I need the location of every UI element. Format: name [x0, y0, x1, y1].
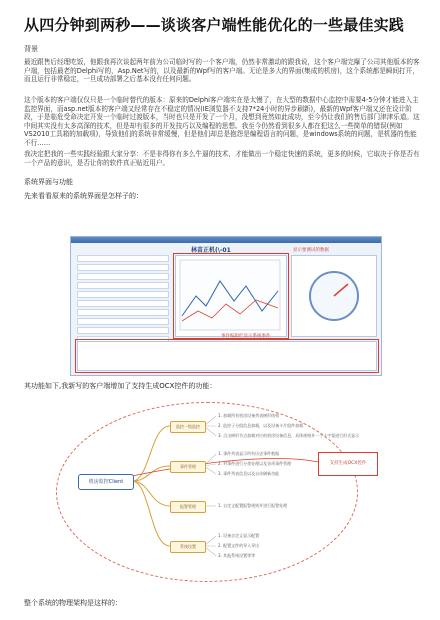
screenshot-window-title: 林苗正机(\-01: [191, 247, 231, 254]
leaf-item: 2. 对事件进行分类处理以及各项事件管理: [218, 461, 292, 466]
branch-monitor: 监控一级监控: [170, 421, 206, 433]
figure-2-intro: 其功能如下,我新写的客户端增加了支持生成OCX控件的功能：: [24, 382, 217, 390]
old-system-screenshot: [70, 236, 382, 376]
window-titlebar: [71, 237, 381, 243]
mindmap-center-node: 机房监控Client: [78, 474, 134, 490]
leaf-item: 1. 设备自定义显示配置: [218, 533, 260, 538]
leaf-item: 3. 事件列表信息以及自动刷新功能: [218, 471, 280, 476]
leaf-item: 3. 点击树形节点加载对应的机房设备信息，具体规格并一个十字架进行形式显示: [218, 433, 360, 438]
section-heading-ui: 系统界面与功能: [24, 178, 73, 186]
note-data: 显示要测试的数据: [293, 248, 329, 253]
leaf-item: 1. 加载所有机房设备列表树形结构: [218, 413, 280, 418]
feature-mindmap: [50, 396, 390, 586]
section-heading-background: 背景: [24, 45, 38, 53]
paragraph-3: 我决定把我的一些实践经验跟大家分享：不是非得你有多么牛逼的技术，才能做出一个稳定快速的系统，更多的时候，它取决于你是否有一个产品的意识，是否让你的软件真正贴近用户。: [24, 150, 420, 167]
gauge-panel: [291, 255, 377, 337]
branch-settings: 系统设置: [170, 541, 206, 553]
leaf-item: 1. 自定义配置报警规则并进行报警处理: [218, 503, 288, 508]
article-title: 从四分钟到两秒——谈谈客户端性能优化的一些最佳实践: [24, 16, 405, 34]
highlight-box-chart: [173, 253, 289, 339]
paragraph-1: 最近跟售后经理吃饭，他跟我再次谈起两年前为公司临时写的一个客户端，仍然非常激动的跟我说，这个客户端完爆了公司其他版本的客户端，包括最老的Delphi写的，Asp.Net写的，以及最新的Wpf写的客户端。无论是多大的界面(集成的机房)，这个系统都是瞬间打开，而且运行非常稳定，一旦成功部署之后基本没有任何问题。: [24, 58, 420, 84]
device-table: [77, 255, 169, 345]
note-events: 事件编辑栏显示系统事件: [221, 334, 271, 339]
figure-3-intro: 整个系统的物理架构是这样的：: [24, 599, 122, 607]
leaf-item: 2. 监控子分组信息加载，以及设备卡片组件加载: [218, 423, 304, 428]
ocx-callout-box: 支持生成OCX控件: [318, 452, 378, 476]
leaf-item: 1. 事件列表显示所有历史事件数据: [218, 451, 280, 456]
dashed-highlight-ellipse: [56, 402, 358, 582]
figure-1-intro: 先来看看原来的系统界面是怎样子的：: [24, 192, 143, 200]
leaf-item: 3. 其他系统设置等等: [218, 553, 256, 558]
branch-events: 事件管理: [170, 461, 206, 473]
leaf-item: 2. 配置文件的导入导出: [218, 543, 260, 548]
highlight-box-events: [75, 339, 379, 373]
paragraph-2: 这个版本的客户端仅仅只是一个临时替代的版本：原来的Delphi客户端实在是太慢了，在大型的数据中心监控中需要4-5分钟才能进入主监控界面，而asp.net版本的客户端又经常存在不稳定的情况(IE浏览器不支持7*24小时的异步刷新)，最新的Wpf客户端又还在设计阶段，于是临危受命决定开发一个临时过渡版本，当时也只是开发了一个月，没想到竟然如此成功，至今仍让我们的售后部门津津乐道。这中间其实没有太多高深的技术，但是却有很多的开发技巧以及编程的思想。我至今仍然看到很多人都在犯这么一些简单的错误(例如VS2010工具箱的加载项)，导致他们的系统非常缓慢，但是他们却总是抱怨是编程语言的问题，是windows系统的问题，是机器的性能不行……: [24, 96, 420, 147]
gauge-graphic: [292, 256, 376, 336]
branch-alarms: 报警管理: [170, 501, 206, 513]
